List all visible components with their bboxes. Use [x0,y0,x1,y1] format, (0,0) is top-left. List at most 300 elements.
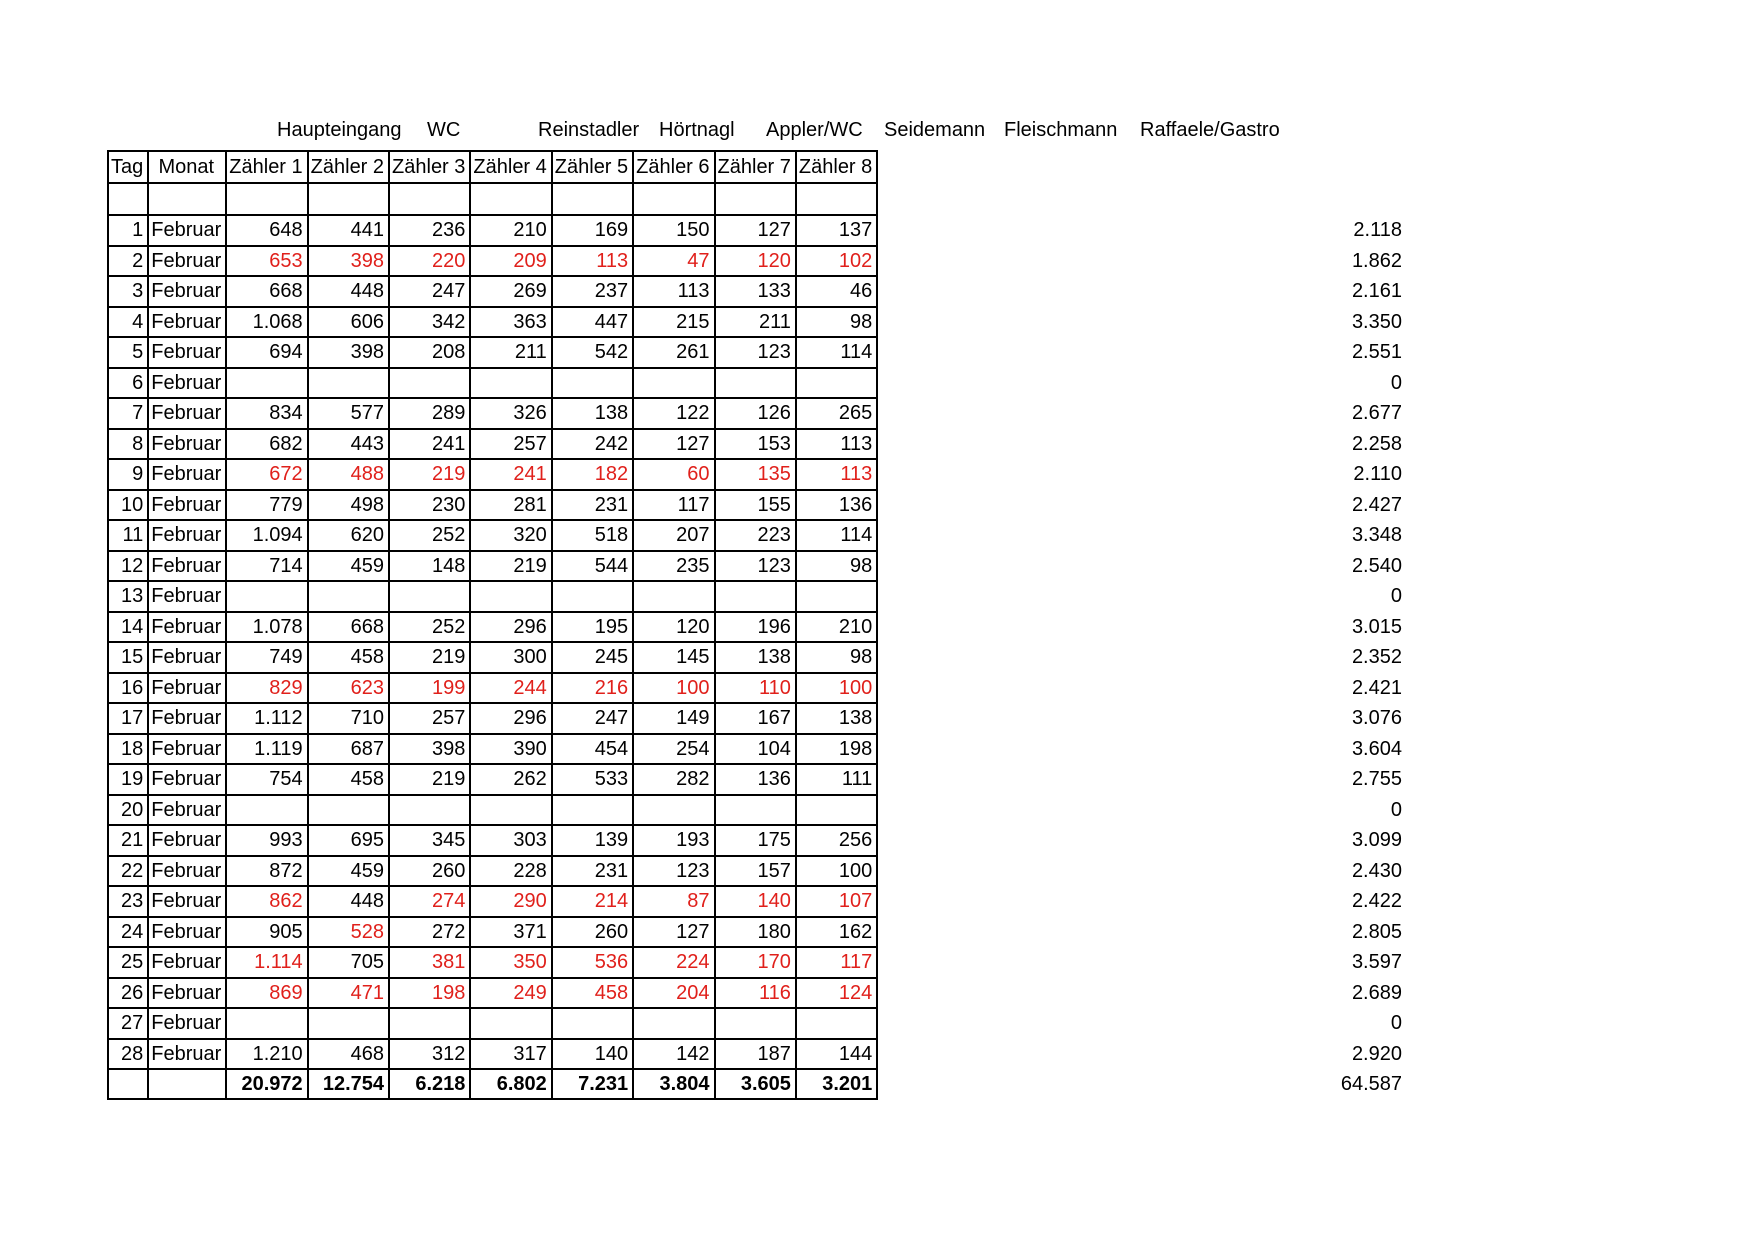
counter-value-cell: 198 [796,734,877,765]
counter-value-cell: 230 [389,490,470,521]
counter-total-cell: 12.754 [308,1069,389,1099]
day-cell: 10 [108,490,148,521]
counter-value-cell: 1.114 [226,947,307,978]
counter-value-cell: 653 [226,246,307,277]
row-sum: 3.350 [1351,310,1402,333]
counter-value-cell: 235 [633,551,714,582]
counter-value-cell: 100 [796,856,877,887]
day-cell: 27 [108,1008,148,1039]
meter-location-label: Hörtnagl [659,119,735,141]
month-cell: Februar [148,215,226,246]
counter-value-cell: 157 [715,856,796,887]
day-cell: 15 [108,642,148,673]
counter-value-cell [470,581,551,612]
counter-value-cell: 668 [308,612,389,643]
counter-value-cell: 471 [308,978,389,1009]
grand-total: 64.587 [1340,1073,1402,1095]
counter-value-cell: 122 [633,398,714,429]
blank-cell [148,183,226,215]
counter-value-cell: 113 [796,459,877,490]
counter-value-cell: 247 [552,703,633,734]
counter-value-cell: 536 [552,947,633,978]
day-cell: 18 [108,734,148,765]
counter-value-cell: 869 [226,978,307,1009]
counter-value-cell: 214 [552,886,633,917]
header-tag: Tag [108,151,148,183]
counter-value-cell: 228 [470,856,551,887]
day-cell: 20 [108,795,148,826]
month-cell: Februar [148,612,226,643]
counter-value-cell [308,581,389,612]
counter-value-cell [552,368,633,399]
counter-value-cell [552,795,633,826]
day-cell: 11 [108,520,148,551]
counter-value-cell: 107 [796,886,877,917]
counter-value-cell: 47 [633,246,714,277]
counter-value-cell [389,368,470,399]
table-row [108,642,877,673]
table-row [108,490,877,521]
month-cell: Februar [148,947,226,978]
counter-value-cell: 150 [633,215,714,246]
day-cell: 21 [108,825,148,856]
counter-value-cell: 209 [470,246,551,277]
counter-value-cell: 113 [796,429,877,460]
counter-value-cell: 113 [633,276,714,307]
counter-value-cell: 220 [389,246,470,277]
row-sum: 0 [1390,371,1402,394]
table-row [108,276,877,307]
blank-cell [715,183,796,215]
counter-value-cell: 138 [552,398,633,429]
counter-value-cell: 834 [226,398,307,429]
counter-value-cell: 215 [633,307,714,338]
counter-value-cell: 1.078 [226,612,307,643]
counter-value-cell: 458 [308,642,389,673]
counter-value-cell: 459 [308,856,389,887]
table-row [108,856,877,887]
row-sum: 2.689 [1351,981,1402,1004]
counter-value-cell: 124 [796,978,877,1009]
counter-value-cell: 247 [389,276,470,307]
counter-value-cell: 210 [796,612,877,643]
counter-value-cell: 249 [470,978,551,1009]
counter-value-cell: 204 [633,978,714,1009]
counter-value-cell: 127 [715,215,796,246]
counter-value-cell: 528 [308,917,389,948]
counter-value-cell: 126 [715,398,796,429]
counter-value-cell: 155 [715,490,796,521]
header-counter-3: Zähler 3 [389,151,470,183]
counter-value-cell: 274 [389,886,470,917]
month-cell: Februar [148,642,226,673]
month-cell: Februar [148,429,226,460]
day-cell: 5 [108,337,148,368]
counter-value-cell: 136 [796,490,877,521]
counter-value-cell: 454 [552,734,633,765]
day-cell: 26 [108,978,148,1009]
counter-value-cell: 498 [308,490,389,521]
totals-row [108,1069,877,1099]
counter-value-cell: 135 [715,459,796,490]
counter-value-cell: 350 [470,947,551,978]
row-sum: 0 [1390,798,1402,821]
counter-value-cell: 138 [715,642,796,673]
row-sum: 3.348 [1351,524,1402,547]
blank-cell [552,183,633,215]
month-cell: Februar [148,368,226,399]
counter-value-cell: 459 [308,551,389,582]
counter-value-cell [633,368,714,399]
day-cell: 17 [108,703,148,734]
counter-value-cell [796,795,877,826]
counter-value-cell: 100 [633,673,714,704]
table-row [108,947,877,978]
counter-value-cell: 533 [552,764,633,795]
counter-value-cell: 114 [796,520,877,551]
month-cell: Februar [148,978,226,1009]
header-counter-1: Zähler 1 [226,151,307,183]
day-cell: 28 [108,1039,148,1070]
counter-value-cell: 448 [308,276,389,307]
counter-value-cell: 167 [715,703,796,734]
counter-total-cell: 3.201 [796,1069,877,1099]
header-monat: Monat [148,151,226,183]
counter-value-cell: 398 [389,734,470,765]
counter-value-cell: 282 [633,764,714,795]
counter-value-cell: 98 [796,642,877,673]
counter-value-cell: 120 [715,246,796,277]
counter-value-cell: 448 [308,886,389,917]
counter-value-cell: 104 [715,734,796,765]
counter-value-cell: 254 [633,734,714,765]
counter-value-cell: 98 [796,551,877,582]
day-cell: 19 [108,764,148,795]
counter-value-cell: 672 [226,459,307,490]
row-sum: 2.920 [1351,1042,1402,1065]
counter-value-cell [715,1008,796,1039]
counter-value-cell: 196 [715,612,796,643]
row-sum: 2.677 [1351,402,1402,425]
day-cell: 14 [108,612,148,643]
counter-value-cell: 241 [389,429,470,460]
row-sum: 2.430 [1351,859,1402,882]
table-row [108,307,877,338]
counter-value-cell: 542 [552,337,633,368]
counter-value-cell: 1.094 [226,520,307,551]
counter-value-cell: 265 [796,398,877,429]
table-row [108,215,877,246]
counter-value-cell: 207 [633,520,714,551]
counter-value-cell: 153 [715,429,796,460]
counter-value-cell [226,581,307,612]
counter-value-cell [226,1008,307,1039]
counter-value-cell [796,368,877,399]
counter-value-cell: 260 [389,856,470,887]
counter-value-cell: 100 [796,673,877,704]
counter-value-cell: 142 [633,1039,714,1070]
counter-value-cell: 829 [226,673,307,704]
counter-value-cell: 256 [796,825,877,856]
counter-value-cell [470,1008,551,1039]
counter-value-cell: 216 [552,673,633,704]
counter-value-cell: 138 [796,703,877,734]
counter-value-cell: 1.119 [226,734,307,765]
counter-value-cell: 371 [470,917,551,948]
table-row [108,551,877,582]
row-sum: 2.805 [1351,920,1402,943]
row-sum: 1.862 [1351,249,1402,272]
counter-value-cell: 111 [796,764,877,795]
counter-value-cell: 363 [470,307,551,338]
table-row [108,337,877,368]
counter-total-cell: 7.231 [552,1069,633,1099]
counter-value-cell: 398 [308,246,389,277]
row-sum: 2.161 [1351,280,1402,303]
month-cell: Februar [148,337,226,368]
row-sum: 2.755 [1351,768,1402,791]
meter-location-label: Fleischmann [1004,119,1118,141]
month-cell: Februar [148,581,226,612]
counter-value-cell: 236 [389,215,470,246]
row-sum: 3.076 [1351,707,1402,730]
counter-value-cell: 252 [389,612,470,643]
blank-cell [226,183,307,215]
row-sum: 0 [1390,1012,1402,1035]
counter-value-cell [389,795,470,826]
counter-value-cell: 262 [470,764,551,795]
counter-value-cell: 648 [226,215,307,246]
row-sum: 2.421 [1351,676,1402,699]
counter-value-cell: 447 [552,307,633,338]
counter-value-cell: 281 [470,490,551,521]
month-cell: Februar [148,764,226,795]
counter-value-cell [796,1008,877,1039]
counter-value-cell: 219 [389,459,470,490]
counter-value-cell: 862 [226,886,307,917]
counter-value-cell: 326 [470,398,551,429]
blank-cell [108,183,148,215]
counter-value-cell: 544 [552,551,633,582]
table-row [108,703,877,734]
counter-value-cell: 145 [633,642,714,673]
counter-value-cell: 149 [633,703,714,734]
month-cell: Februar [148,246,226,277]
month-cell: Februar [148,459,226,490]
counter-value-cell: 60 [633,459,714,490]
counter-value-cell: 117 [633,490,714,521]
counter-value-cell: 577 [308,398,389,429]
table-row [108,368,877,399]
blank-cell [389,183,470,215]
counter-value-cell [796,581,877,612]
counter-value-cell: 296 [470,703,551,734]
meter-location-label: Seidemann [884,119,986,141]
month-cell: Februar [148,886,226,917]
counter-value-cell: 116 [715,978,796,1009]
counter-value-cell: 245 [552,642,633,673]
meter-readings-table [107,150,878,1100]
header-counter-5: Zähler 5 [552,151,633,183]
counter-value-cell [715,368,796,399]
counter-value-cell [715,581,796,612]
table-row [108,520,877,551]
counter-value-cell: 272 [389,917,470,948]
table-row [108,246,877,277]
row-sum: 2.118 [1353,219,1402,242]
counter-value-cell: 252 [389,520,470,551]
table-row [108,917,877,948]
counter-value-cell [308,795,389,826]
meter-location-label: Haupteingang [277,119,402,141]
table-row [108,1008,877,1039]
counter-value-cell: 120 [633,612,714,643]
counter-value-cell [389,1008,470,1039]
counter-total-cell: 3.804 [633,1069,714,1099]
counter-value-cell: 296 [470,612,551,643]
blank-cell [633,183,714,215]
day-cell: 9 [108,459,148,490]
day-cell: 13 [108,581,148,612]
counter-value-cell: 620 [308,520,389,551]
counter-value-cell [633,581,714,612]
counter-value-cell: 754 [226,764,307,795]
counter-value-cell: 98 [796,307,877,338]
counter-value-cell: 223 [715,520,796,551]
month-cell: Februar [148,1039,226,1070]
month-cell: Februar [148,734,226,765]
row-sum: 2.110 [1353,463,1402,486]
counter-value-cell: 87 [633,886,714,917]
meter-location-label: Reinstadler [538,119,640,141]
counter-value-cell [552,1008,633,1039]
counter-value-cell: 312 [389,1039,470,1070]
table-row [108,581,877,612]
counter-value-cell [633,1008,714,1039]
counter-value-cell: 300 [470,642,551,673]
header-counter-6: Zähler 6 [633,151,714,183]
table-row [108,886,877,917]
table-row [108,825,877,856]
counter-value-cell: 219 [389,642,470,673]
counter-value-cell: 257 [389,703,470,734]
row-sum: 2.540 [1351,554,1402,577]
counter-total-cell: 3.605 [715,1069,796,1099]
counter-value-cell [308,1008,389,1039]
counter-value-cell: 244 [470,673,551,704]
counter-value-cell: 211 [470,337,551,368]
counter-value-cell: 193 [633,825,714,856]
counter-value-cell: 398 [308,337,389,368]
counter-value-cell: 199 [389,673,470,704]
counter-value-cell: 198 [389,978,470,1009]
row-sum: 3.604 [1351,737,1402,760]
counter-value-cell: 488 [308,459,389,490]
month-cell: Februar [148,551,226,582]
counter-value-cell: 705 [308,947,389,978]
counter-value-cell: 342 [389,307,470,338]
month-cell: Februar [148,307,226,338]
counter-value-cell: 257 [470,429,551,460]
counter-value-cell: 682 [226,429,307,460]
month-cell: Februar [148,398,226,429]
counter-value-cell: 317 [470,1039,551,1070]
day-cell: 25 [108,947,148,978]
row-sum: 2.258 [1351,432,1402,455]
row-sum: 3.597 [1351,951,1402,974]
counter-value-cell: 210 [470,215,551,246]
counter-value-cell: 443 [308,429,389,460]
counter-value-cell: 623 [308,673,389,704]
counter-value-cell: 117 [796,947,877,978]
counter-value-cell: 289 [389,398,470,429]
counter-value-cell: 260 [552,917,633,948]
counter-total-cell: 6.218 [389,1069,470,1099]
day-cell: 8 [108,429,148,460]
counter-value-cell: 714 [226,551,307,582]
day-cell: 1 [108,215,148,246]
table-row [108,429,877,460]
header-row [108,151,877,183]
day-cell: 16 [108,673,148,704]
counter-value-cell: 110 [715,673,796,704]
row-sum: 2.352 [1351,646,1402,669]
row-sum: 2.422 [1351,890,1402,913]
table-row [108,1039,877,1070]
header-counter-8: Zähler 8 [796,151,877,183]
counter-value-cell: 162 [796,917,877,948]
month-cell: Februar [148,825,226,856]
meter-location-label: Appler/WC [766,119,863,141]
month-cell: Februar [148,490,226,521]
month-cell: Februar [148,673,226,704]
header-counter-2: Zähler 2 [308,151,389,183]
day-cell: 24 [108,917,148,948]
counter-value-cell: 237 [552,276,633,307]
counter-value-cell: 1.112 [226,703,307,734]
counter-value-cell [226,795,307,826]
counter-value-cell: 390 [470,734,551,765]
counter-value-cell: 187 [715,1039,796,1070]
header-counter-4: Zähler 4 [470,151,551,183]
day-cell: 7 [108,398,148,429]
counter-value-cell: 170 [715,947,796,978]
counter-value-cell: 458 [552,978,633,1009]
counter-value-cell: 241 [470,459,551,490]
counter-value-cell: 102 [796,246,877,277]
counter-value-cell: 668 [226,276,307,307]
counter-value-cell: 993 [226,825,307,856]
month-cell: Februar [148,703,226,734]
counter-value-cell: 211 [715,307,796,338]
counter-value-cell: 114 [796,337,877,368]
table-row [108,734,877,765]
counter-value-cell: 208 [389,337,470,368]
counter-value-cell: 441 [308,215,389,246]
row-sum: 0 [1390,585,1402,608]
counter-value-cell: 140 [552,1039,633,1070]
day-cell: 3 [108,276,148,307]
counter-value-cell [389,581,470,612]
counter-value-cell: 140 [715,886,796,917]
table-row [108,612,877,643]
counter-value-cell [633,795,714,826]
counter-value-cell: 710 [308,703,389,734]
counter-value-cell: 224 [633,947,714,978]
counter-value-cell: 1.210 [226,1039,307,1070]
row-sum: 3.015 [1351,615,1402,638]
header-counter-7: Zähler 7 [715,151,796,183]
